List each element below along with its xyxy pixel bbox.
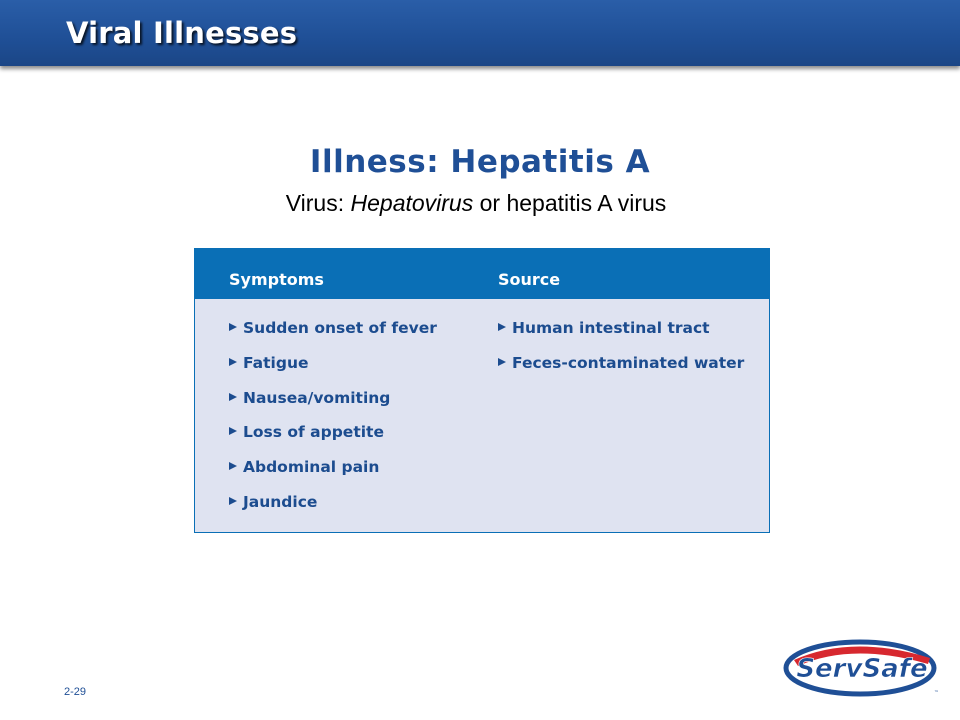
symptoms-list bbox=[229, 319, 437, 528]
table-header bbox=[195, 249, 769, 299]
list-item bbox=[229, 319, 437, 354]
list-item bbox=[498, 354, 744, 389]
virus-suffix: or hepatitis A virus bbox=[473, 190, 667, 216]
list-item bbox=[229, 389, 437, 424]
list-item bbox=[498, 319, 744, 354]
triangle-bullet-icon bbox=[229, 323, 237, 331]
svg-text:ServSafe: ServSafe bbox=[796, 654, 928, 684]
virus-name: Hepatovirus bbox=[350, 190, 474, 216]
slide-title: Viral Illnesses bbox=[66, 16, 298, 50]
triangle-bullet-icon bbox=[229, 358, 237, 366]
symptom-text: Loss of appetite bbox=[243, 423, 384, 442]
triangle-bullet-icon bbox=[498, 358, 506, 366]
source-header: Source bbox=[498, 270, 561, 289]
list-item bbox=[229, 493, 437, 528]
triangle-bullet-icon bbox=[498, 323, 506, 331]
header-bar bbox=[0, 0, 960, 66]
source-text: Human intestinal tract bbox=[512, 319, 710, 337]
source-text: Feces-contaminated water bbox=[512, 353, 745, 372]
list-item bbox=[229, 458, 437, 493]
virus-line bbox=[0, 190, 952, 217]
triangle-bullet-icon bbox=[229, 393, 237, 401]
illness-title: Illness: Hepatitis A bbox=[309, 144, 651, 180]
symptom-text: Sudden onset of fever bbox=[243, 319, 437, 337]
symptom-text: Fatigue bbox=[243, 353, 309, 372]
symptom-text: Nausea/vomiting bbox=[243, 388, 391, 407]
list-item bbox=[229, 423, 437, 458]
page-number: 2-29 bbox=[64, 686, 87, 698]
virus-prefix: Virus: bbox=[285, 190, 351, 216]
servsafe-logo bbox=[782, 638, 942, 698]
triangle-bullet-icon bbox=[229, 427, 237, 435]
symptom-text: Jaundice bbox=[243, 492, 318, 511]
symptoms-source-table bbox=[194, 248, 770, 533]
symptom-text: Abdominal pain bbox=[243, 458, 380, 477]
list-item bbox=[229, 354, 437, 389]
triangle-bullet-icon bbox=[229, 462, 237, 470]
sources-list bbox=[498, 319, 744, 389]
symptoms-header: Symptoms bbox=[229, 270, 324, 289]
svg-text:™: ™ bbox=[934, 690, 939, 696]
triangle-bullet-icon bbox=[229, 497, 237, 505]
